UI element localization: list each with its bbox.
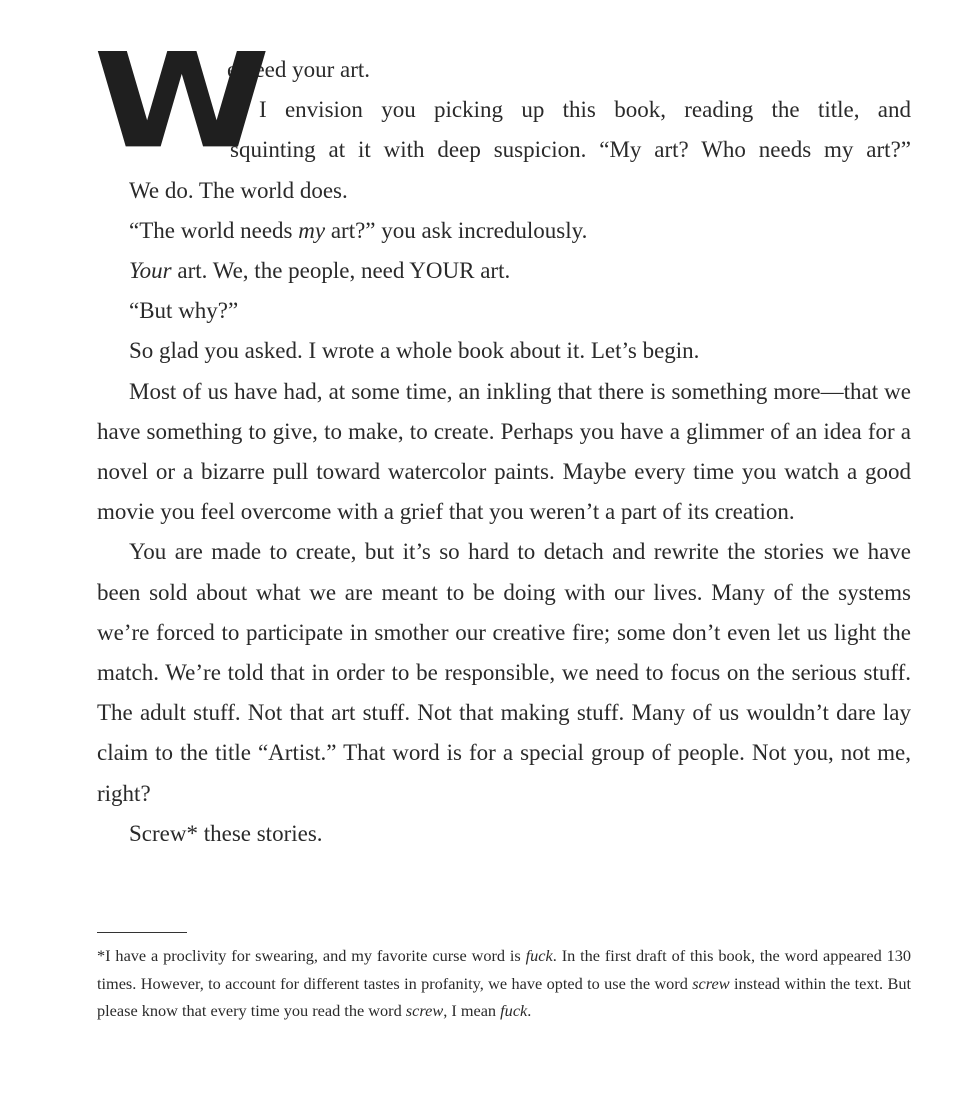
paragraph: Screw* these stories. bbox=[129, 820, 323, 846]
text-span: “The world needs bbox=[129, 217, 299, 243]
drop-cap: W bbox=[93, 25, 265, 178]
text-span: art. We, the people, need YOUR art. bbox=[171, 258, 511, 284]
footnote bbox=[97, 942, 911, 1025]
text-span: . bbox=[527, 1001, 532, 1020]
paragraph: You are made to create, but it’s so hard to detach and rewrite the stories we have been sold about what we are meant to be doing with our lives. Many of the systems we’re forced to participate in smother our creative fire; some don’t even let us light the match. We’re told that in order to be responsible, we need to focus on the serious stuff. The adult stuff. Not that art stuff. Not that making stuff. Many of us wouldn’t dare lay claim to the title “Artist.” That word is for a special group of people. Not you, not me, right? bbox=[97, 539, 911, 806]
emphasis: screw bbox=[692, 973, 730, 993]
paragraph: So glad you asked. I wrote a whole book about it. Let’s begin. bbox=[129, 338, 700, 364]
text-span: , I mean bbox=[443, 1001, 501, 1020]
book-page bbox=[93, 25, 911, 854]
paragraph: “But why?” bbox=[129, 298, 239, 324]
paragraph: We do. The world does. bbox=[129, 177, 348, 203]
emphasis: fuck bbox=[525, 946, 553, 965]
opening-line: e need your art. bbox=[227, 57, 371, 82]
opening-line-2: I envision you picking up this book, reading the title, and bbox=[259, 97, 911, 123]
paragraph bbox=[97, 211, 911, 251]
paragraph: Most of us have had, at some time, an inkling that there is something more—that we have something to give, to make, to create. Perhaps you have a glimmer of an idea for a novel or a bizarre pull toward watercolor paints. Maybe every time you watch a good movie you feel overcome with a grief that you weren’t a part of its creation. bbox=[97, 378, 911, 525]
footnote-divider bbox=[97, 932, 187, 933]
paragraph bbox=[97, 251, 911, 291]
emphasis: my bbox=[298, 217, 326, 243]
text-span: instead within the text. But please know that every time you read the word bbox=[97, 973, 911, 1020]
text-span: art?” you ask incredulously. bbox=[325, 217, 588, 243]
emphasis: screw bbox=[405, 1001, 444, 1020]
text-span: . In the first draft of this book, the word appeared 130 times. However, to account for different tastes in profanity, we have opted to use the word bbox=[97, 946, 911, 993]
text-span: *I have a proclivity for swearing, and my favorite curse word is bbox=[97, 946, 526, 965]
emphasis: Your bbox=[129, 258, 172, 284]
emphasis: fuck bbox=[500, 1001, 528, 1020]
opening-line-3: squinting at it with deep suspicion. “My art? Who needs my art?” bbox=[230, 137, 911, 163]
